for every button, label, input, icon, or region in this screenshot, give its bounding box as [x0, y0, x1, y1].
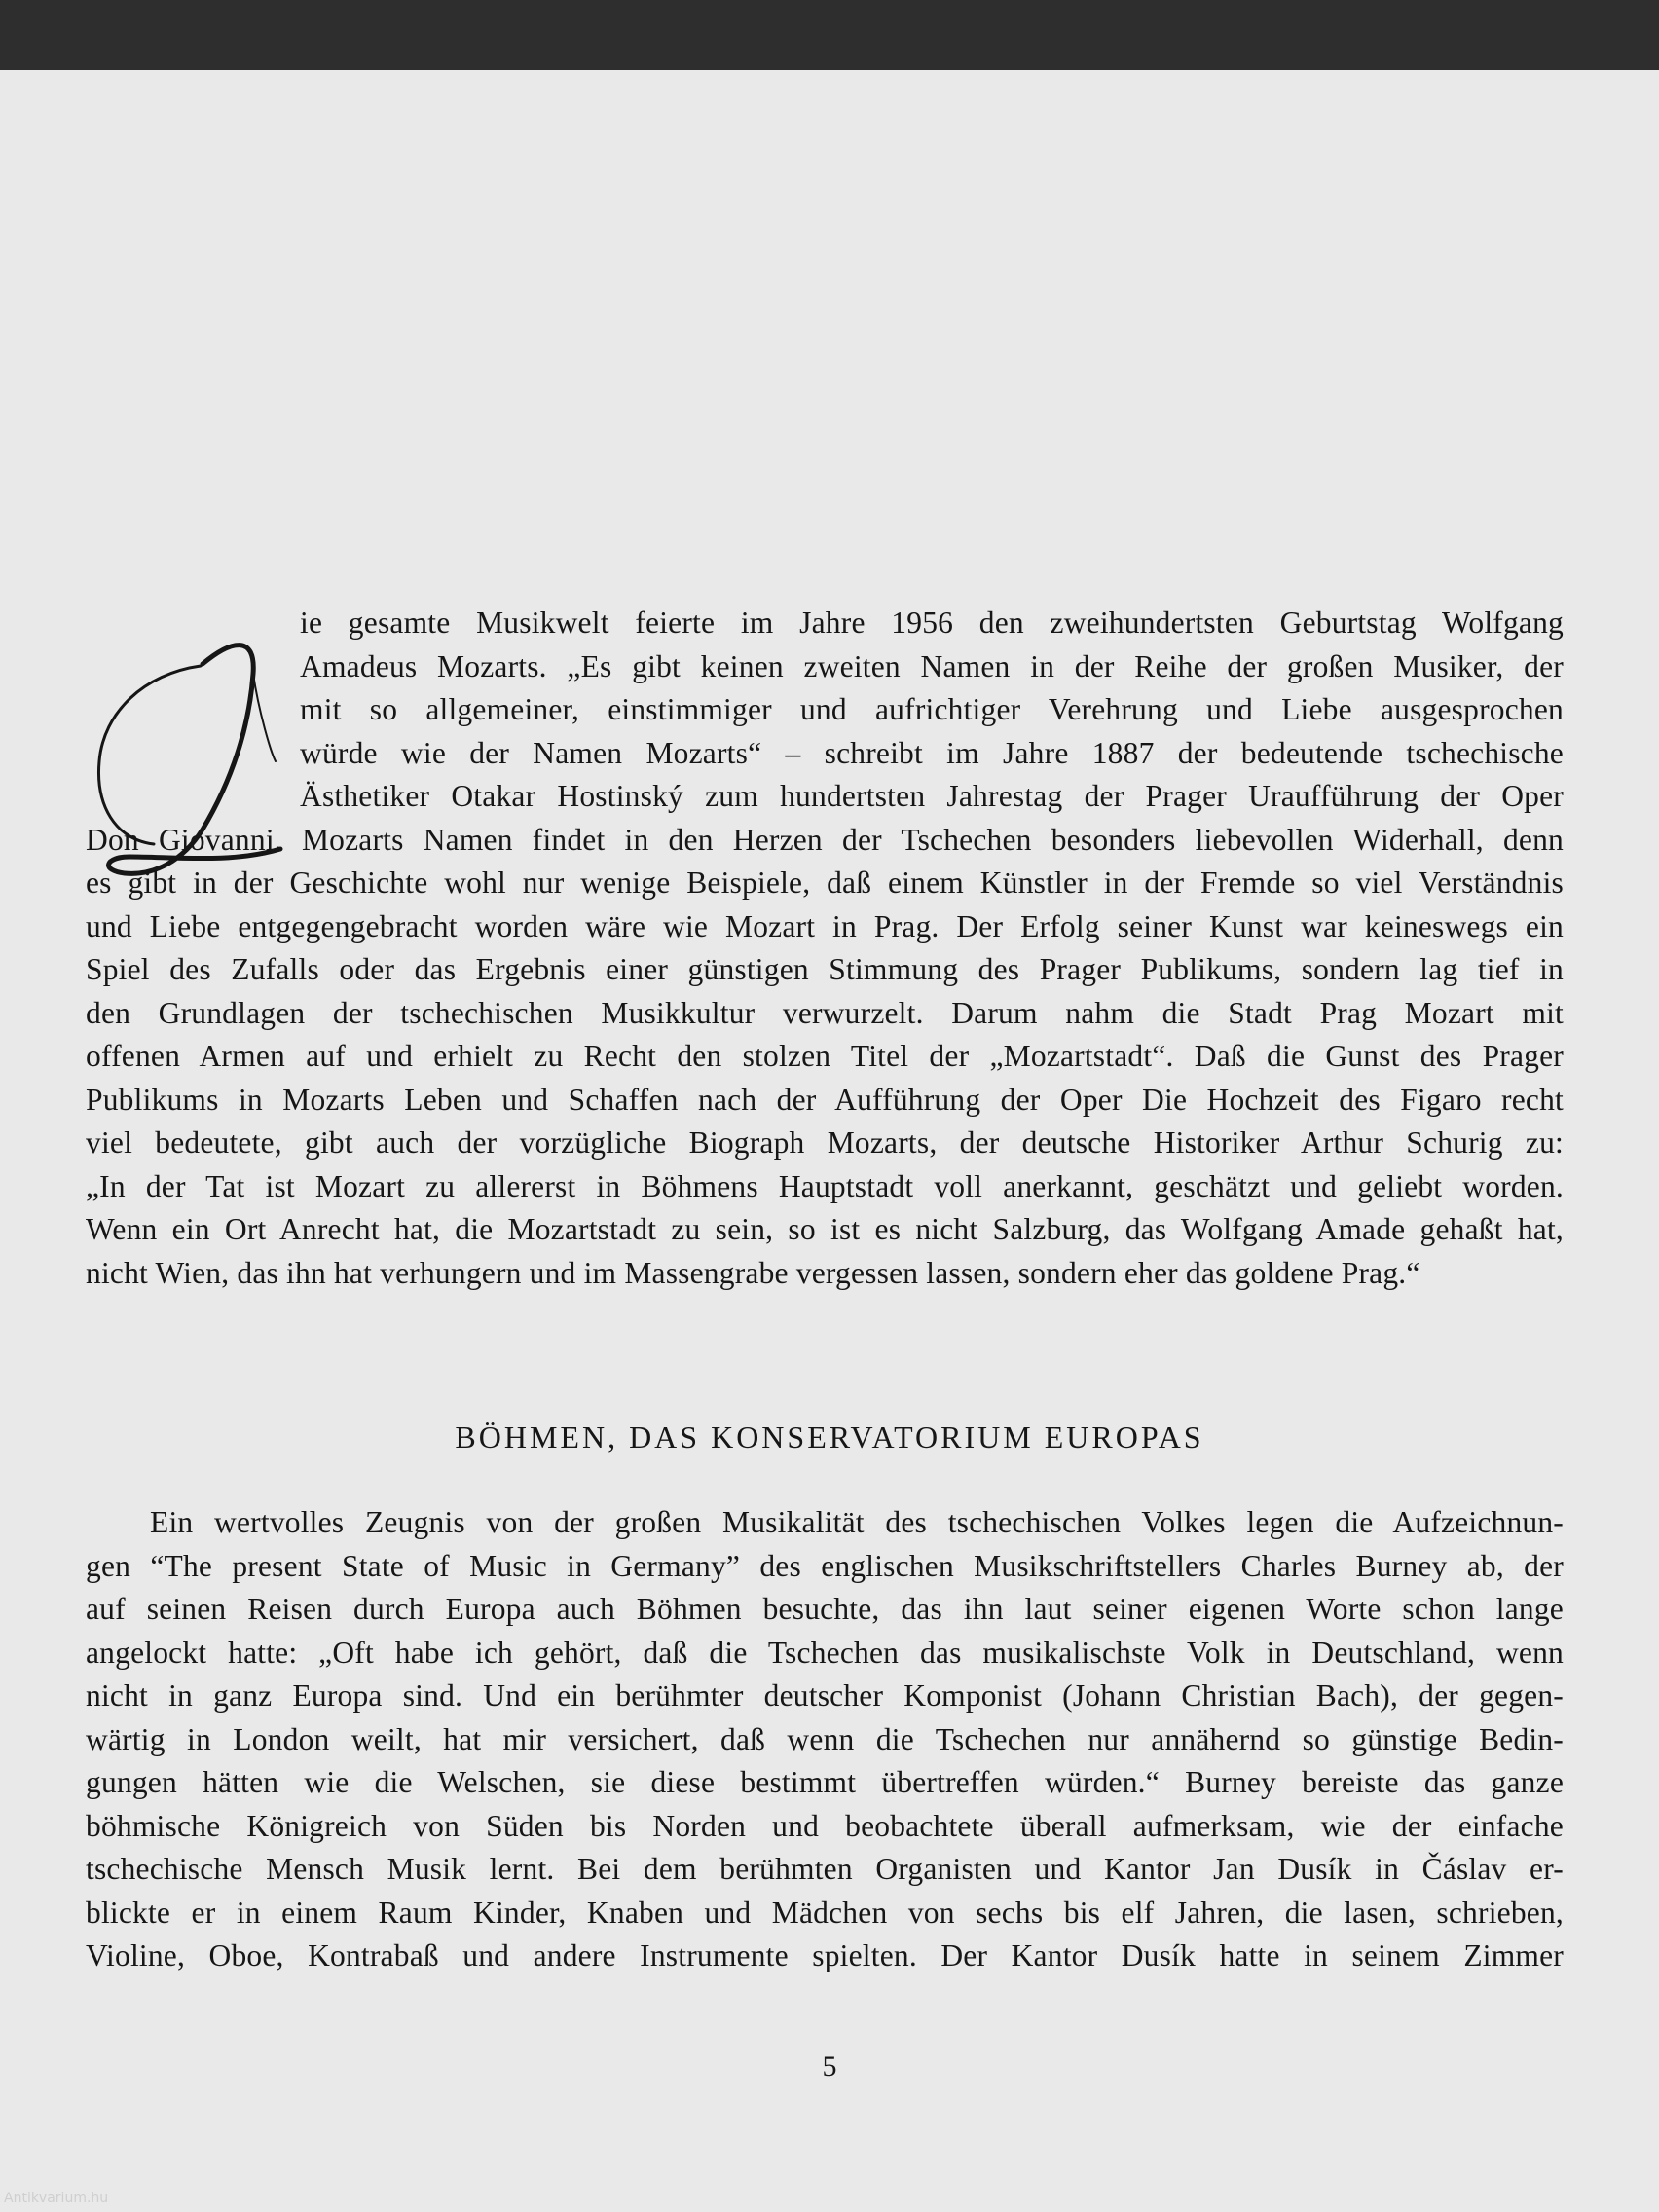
- text-line: nicht in ganz Europa sind. Und ein berühmter deutscher Komponist (Johann Christian Bach), der gegen-: [86, 1678, 1564, 1713]
- text-line: ie gesamte Musikwelt feierte im Jahre 1956 den zweihundertsten Geburtstag Wolfgang: [300, 606, 1564, 640]
- section-heading: BÖHMEN, DAS KONSERVATORIUM EUROPAS: [455, 1419, 1204, 1455]
- text-line: Don Giovanni. Mozarts Namen findet in den Herzen der Tschechen besonders liebevollen Widerhall, denn: [86, 822, 1564, 857]
- text-line: viel bedeutete, gibt auch der vorzügliche Biograph Mozarts, der deutsche Historiker Arthur Schurig zu:: [86, 1125, 1564, 1160]
- page-number: 5: [822, 2050, 837, 2083]
- text-line: es gibt in der Geschichte wohl nur wenige Beispiele, daß einem Künstler in der Fremde so viel Verständnis: [86, 866, 1564, 900]
- text-line: wärtig in London weilt, hat mir versichert, daß wenn die Tschechen nur annähernd so günstige Bedin-: [86, 1721, 1564, 1756]
- paragraph-bohemia: [86, 1501, 1564, 1978]
- text-line: auf seinen Reisen durch Europa auch Böhmen besuchte, das ihn laut seiner eigenen Worte schon lange: [86, 1592, 1564, 1626]
- watermark: Antikvarium.hu: [4, 2191, 109, 2206]
- text-line: gungen hätten wie die Welschen, sie diese bestimmt übertreffen würden.“ Burney bereiste das ganze: [86, 1765, 1564, 1799]
- text-line: mit so allgemeiner, einstimmiger und aufrichtiger Verehrung und Liebe ausgesprochen: [300, 692, 1564, 726]
- text-line: Wenn ein Ort Anrecht hat, die Mozartstadt zu sein, so ist es nicht Salzburg, das Wolfgang Amade gehaßt hat,: [86, 1212, 1564, 1246]
- text-line: Ein wertvolles Zeugnis von der großen Musikalität des tschechischen Volkes legen die Aufzeichnun-: [150, 1505, 1564, 1539]
- text-line: Ästhetiker Otakar Hostinský zum hundertsten Jahrestag der Prager Uraufführung der Oper: [300, 779, 1564, 813]
- text-line: den Grundlagen der tschechischen Musikkultur verwurzelt. Darum nahm die Stadt Prag Mozart mit: [86, 995, 1564, 1030]
- text-line: blickte er in einem Raum Kinder, Knaben und Mädchen von sechs bis elf Jahren, die lasen, schrieben,: [86, 1895, 1564, 1930]
- text-line: angelockt hatte: „Oft habe ich gehört, daß die Tschechen das musikalischste Volk in Deutschland, wenn: [86, 1635, 1564, 1670]
- text-line: nicht Wien, das ihn hat verhungern und im Massengrabe vergessen lassen, sondern eher das goldene Prag.“: [86, 1255, 1420, 1290]
- text-line: „In der Tat ist Mozart zu allererst in Böhmens Hauptstadt voll anerkannt, geschätzt und geliebt worden.: [86, 1168, 1564, 1203]
- text-line: würde wie der Namen Mozarts“ – schreibt im Jahre 1887 der bedeutende tschechische: [300, 735, 1564, 770]
- text-line: offenen Armen auf und erhielt zu Recht den stolzen Titel der „Mozartstadt“. Daß die Gunst des Prager: [86, 1039, 1564, 1073]
- paragraph-intro: [86, 602, 1564, 1295]
- text-line: tschechische Mensch Musik lernt. Bei dem berühmten Organisten und Kantor Jan Dusík in Čáslav er-: [86, 1852, 1564, 1886]
- text-line: Publikums in Mozarts Leben und Schaffen nach der Aufführung der Oper Die Hochzeit des Figaro recht: [86, 1082, 1564, 1117]
- text-line: Violine, Oboe, Kontrabaß und andere Instrumente spielten. Der Kantor Dusík hatte in seinem Zimmer: [86, 1938, 1564, 1972]
- text-line: Spiel des Zufalls oder das Ergebnis einer günstigen Stimmung des Prager Publikums, sondern lag tief in: [86, 952, 1564, 986]
- text-line: und Liebe entgegengebracht worden wäre wie Mozart in Prag. Der Erfolg seiner Kunst war keineswegs ein: [86, 908, 1564, 943]
- text-line: Amadeus Mozarts. „Es gibt keinen zweiten Namen in der Reihe der großen Musiker, der: [300, 648, 1564, 683]
- text-line: gen “The present State of Music in Germany” des englischen Musikschriftstellers Charles Burney ab, der: [86, 1548, 1564, 1583]
- text-line: böhmische Königreich von Süden bis Norden und beobachtete überall aufmerksam, wie der einfache: [86, 1808, 1564, 1843]
